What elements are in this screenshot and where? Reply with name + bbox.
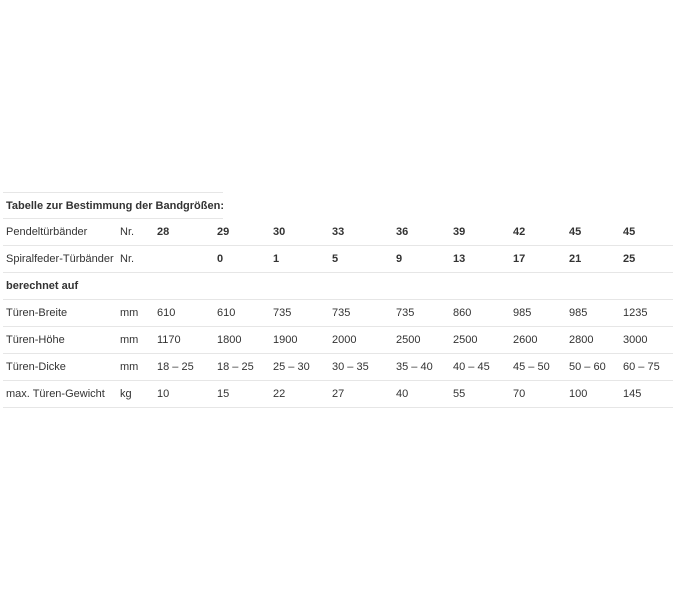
table-cell: 735 [396, 300, 453, 327]
table-cell: 27 [332, 381, 396, 408]
table-cell: 2500 [453, 327, 513, 354]
table-cell: 0 [217, 246, 273, 273]
table-cell: 2500 [396, 327, 453, 354]
row-label: max. Türen-Gewicht [3, 381, 120, 408]
table-cell: 15 [217, 381, 273, 408]
table-cell: 10 [157, 381, 217, 408]
table-cell: 30 [273, 219, 332, 246]
table-cell: 18 – 25 [157, 354, 217, 381]
table-cell: 1170 [157, 327, 217, 354]
row-label: Türen-Breite [3, 300, 120, 327]
table-cell [273, 273, 332, 300]
table-row [3, 327, 673, 354]
table-cell [157, 246, 217, 273]
table-cell: 735 [332, 300, 396, 327]
table-cell: 2000 [332, 327, 396, 354]
table-cell [396, 273, 453, 300]
row-unit: mm [120, 327, 157, 354]
table-cell: 1 [273, 246, 332, 273]
table-cell: 28 [157, 219, 217, 246]
table-cell: 29 [217, 219, 273, 246]
row-label: Türen-Höhe [3, 327, 120, 354]
row-label: Türen-Dicke [3, 354, 120, 381]
table-cell: 40 – 45 [453, 354, 513, 381]
table-cell [513, 273, 569, 300]
table-cell: 985 [569, 300, 623, 327]
row-unit: Nr. [120, 246, 157, 273]
table-cell: 100 [569, 381, 623, 408]
table-cell [453, 273, 513, 300]
table-cell: 18 – 25 [217, 354, 273, 381]
table-cell [569, 273, 623, 300]
table-cell: 2600 [513, 327, 569, 354]
table-cell: 1800 [217, 327, 273, 354]
table-cell: 25 [623, 246, 673, 273]
table-cell: 3000 [623, 327, 673, 354]
table-row [3, 300, 673, 327]
table-cell: 145 [623, 381, 673, 408]
table-cell: 610 [217, 300, 273, 327]
table-cell: 39 [453, 219, 513, 246]
table-cell: 45 [569, 219, 623, 246]
table-cell: 55 [453, 381, 513, 408]
table-cell [623, 273, 673, 300]
table-cell: 70 [513, 381, 569, 408]
band-size-table [3, 219, 673, 408]
table-cell: 42 [513, 219, 569, 246]
table-cell: 60 – 75 [623, 354, 673, 381]
table-cell: 22 [273, 381, 332, 408]
table-cell: 2800 [569, 327, 623, 354]
table-title: Tabelle zur Bestimmung der Bandgrößen: [3, 192, 223, 219]
table-cell: 45 [623, 219, 673, 246]
row-unit: mm [120, 300, 157, 327]
table-row [3, 246, 673, 273]
table-row [3, 219, 673, 246]
size-table-container [3, 192, 673, 408]
row-unit [120, 273, 157, 300]
row-unit: Nr. [120, 219, 157, 246]
table-cell: 40 [396, 381, 453, 408]
table-cell [332, 273, 396, 300]
table-cell: 36 [396, 219, 453, 246]
table-row [3, 381, 673, 408]
table-cell: 5 [332, 246, 396, 273]
table-cell: 25 – 30 [273, 354, 332, 381]
table-cell: 610 [157, 300, 217, 327]
row-unit: mm [120, 354, 157, 381]
table-cell: 30 – 35 [332, 354, 396, 381]
table-cell: 13 [453, 246, 513, 273]
table-cell: 9 [396, 246, 453, 273]
table-cell: 17 [513, 246, 569, 273]
row-label: Pendeltürbänder [3, 219, 120, 246]
table-cell: 860 [453, 300, 513, 327]
row-label: Spiralfeder-Türbänder [3, 246, 120, 273]
table-cell: 1235 [623, 300, 673, 327]
table-cell: 1900 [273, 327, 332, 354]
table-cell [157, 273, 217, 300]
table-cell [217, 273, 273, 300]
table-cell: 21 [569, 246, 623, 273]
table-cell: 50 – 60 [569, 354, 623, 381]
table-cell: 985 [513, 300, 569, 327]
row-label: berechnet auf [3, 273, 120, 300]
table-row [3, 354, 673, 381]
table-cell: 35 – 40 [396, 354, 453, 381]
table-cell: 45 – 50 [513, 354, 569, 381]
table-cell: 735 [273, 300, 332, 327]
table-cell: 33 [332, 219, 396, 246]
table-row [3, 273, 673, 300]
row-unit: kg [120, 381, 157, 408]
